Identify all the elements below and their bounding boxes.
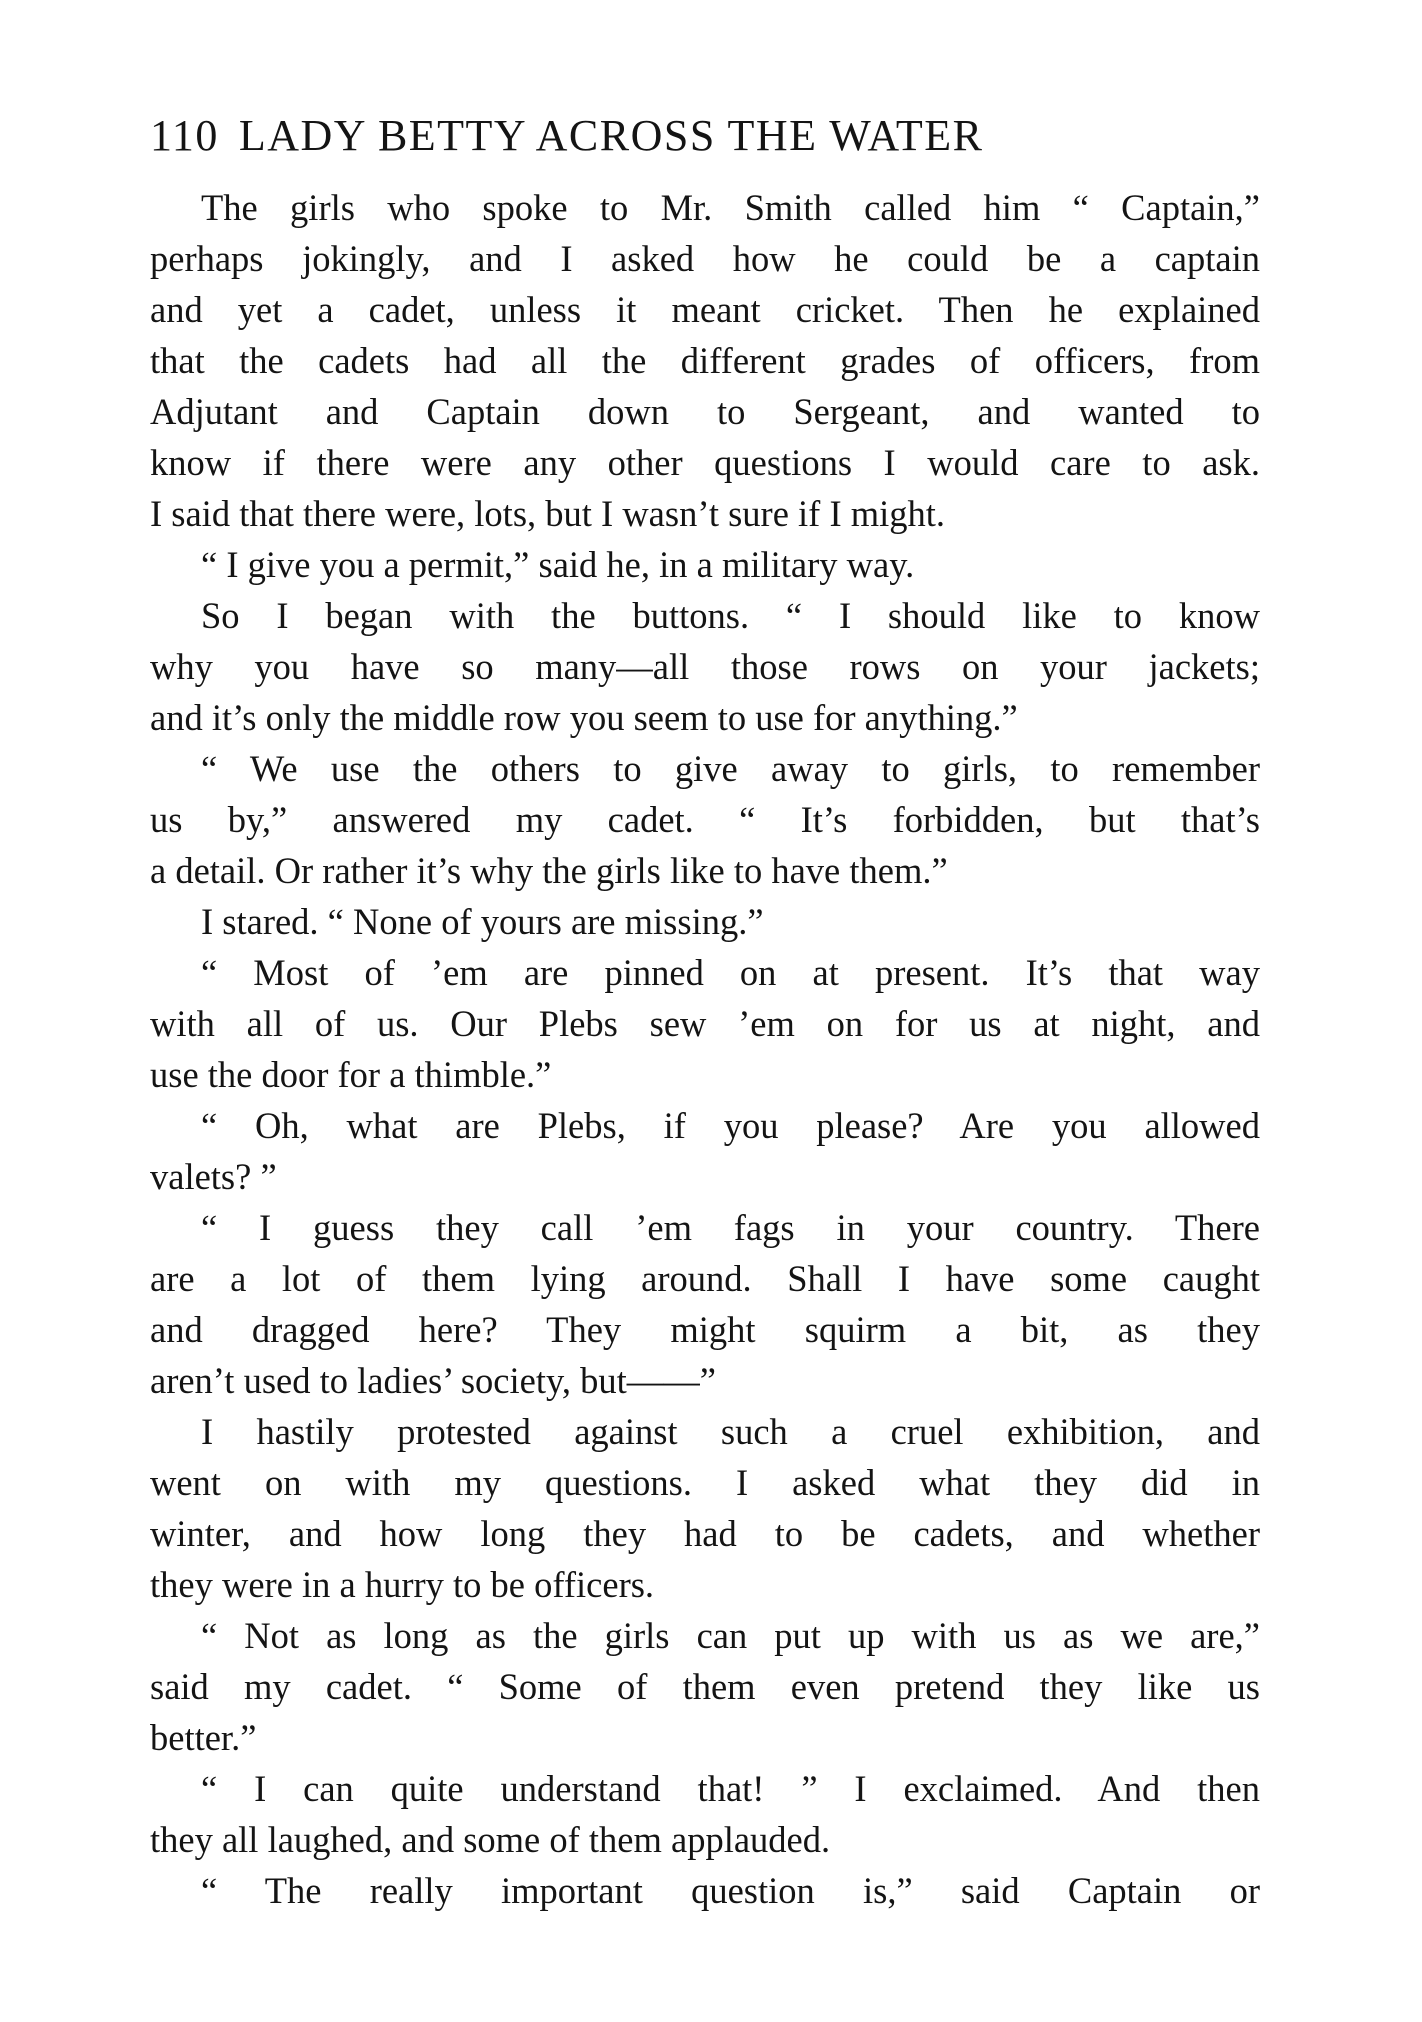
text-line: “ I give you a permit,” said he, in a military way. — [201, 544, 915, 585]
text-line: “ I guess they call ’em fags in your country. There — [201, 1207, 1260, 1248]
text-line: better.” — [150, 1717, 257, 1758]
text-line: “ Not as long as the girls can put up with us as we are,” — [201, 1615, 1260, 1656]
text-line: “ Oh, what are Plebs, if you please? Are you allowed — [201, 1105, 1260, 1146]
text-line: “ Most of ’em are pinned on at present. It’s that way — [201, 952, 1260, 993]
text-line: “ I can quite understand that! ” I exclaimed. And then — [201, 1768, 1260, 1809]
text-line: why you have so many—all those rows on your jackets; — [150, 646, 1260, 687]
text-line: that the cadets had all the different grades of officers, from — [150, 340, 1260, 381]
text-line: I stared. “ None of yours are missing.” — [201, 901, 764, 942]
text-line: Adjutant and Captain down to Sergeant, and wanted to — [150, 391, 1260, 432]
text-line: and it’s only the middle row you seem to use for anything.” — [150, 697, 1018, 738]
text-line: The girls who spoke to Mr. Smith called him “ Captain,” — [201, 187, 1260, 228]
text-line: valets? ” — [150, 1156, 277, 1197]
text-line: said my cadet. “ Some of them even pretend they like us — [150, 1666, 1260, 1707]
text-line: I hastily protested against such a cruel exhibition, and — [201, 1411, 1260, 1452]
page-number: 110 — [150, 111, 219, 160]
text-line: went on with my questions. I asked what they did in — [150, 1462, 1260, 1503]
text-line: us by,” answered my cadet. “ It’s forbidden, but that’s — [150, 799, 1260, 840]
text-line: a detail. Or rather it’s why the girls like to have them.” — [150, 850, 948, 891]
text-line: use the door for a thimble.” — [150, 1054, 552, 1095]
text-line: “ We use the others to give away to girls, to remember — [201, 748, 1260, 789]
text-line: they were in a hurry to be officers. — [150, 1564, 655, 1605]
text-line: know if there were any other questions I would care to ask. — [150, 442, 1260, 483]
text-line: and yet a cadet, unless it meant cricket. Then he explained — [150, 289, 1260, 330]
text-line: perhaps jokingly, and I asked how he could be a captain — [150, 238, 1260, 279]
running-head — [150, 108, 1260, 164]
text-line: with all of us. Our Plebs sew ’em on for us at night, and — [150, 1003, 1260, 1044]
text-line: So I began with the buttons. “ I should like to know — [201, 595, 1260, 636]
text-line: “ The really important question is,” said Captain or — [201, 1870, 1260, 1911]
body-text — [150, 182, 1260, 1916]
text-line: and dragged here? They might squirm a bit, as they — [150, 1309, 1260, 1350]
text-line: I said that there were, lots, but I wasn’t sure if I might. — [150, 493, 946, 534]
text-line: winter, and how long they had to be cadets, and whether — [150, 1513, 1260, 1554]
text-line: aren’t used to ladies’ society, but——” — [150, 1360, 716, 1401]
text-line: they all laughed, and some of them applauded. — [150, 1819, 831, 1860]
text-line: are a lot of them lying around. Shall I have some caught — [150, 1258, 1260, 1299]
running-title: LADY BETTY ACROSS THE WATER — [238, 111, 984, 160]
